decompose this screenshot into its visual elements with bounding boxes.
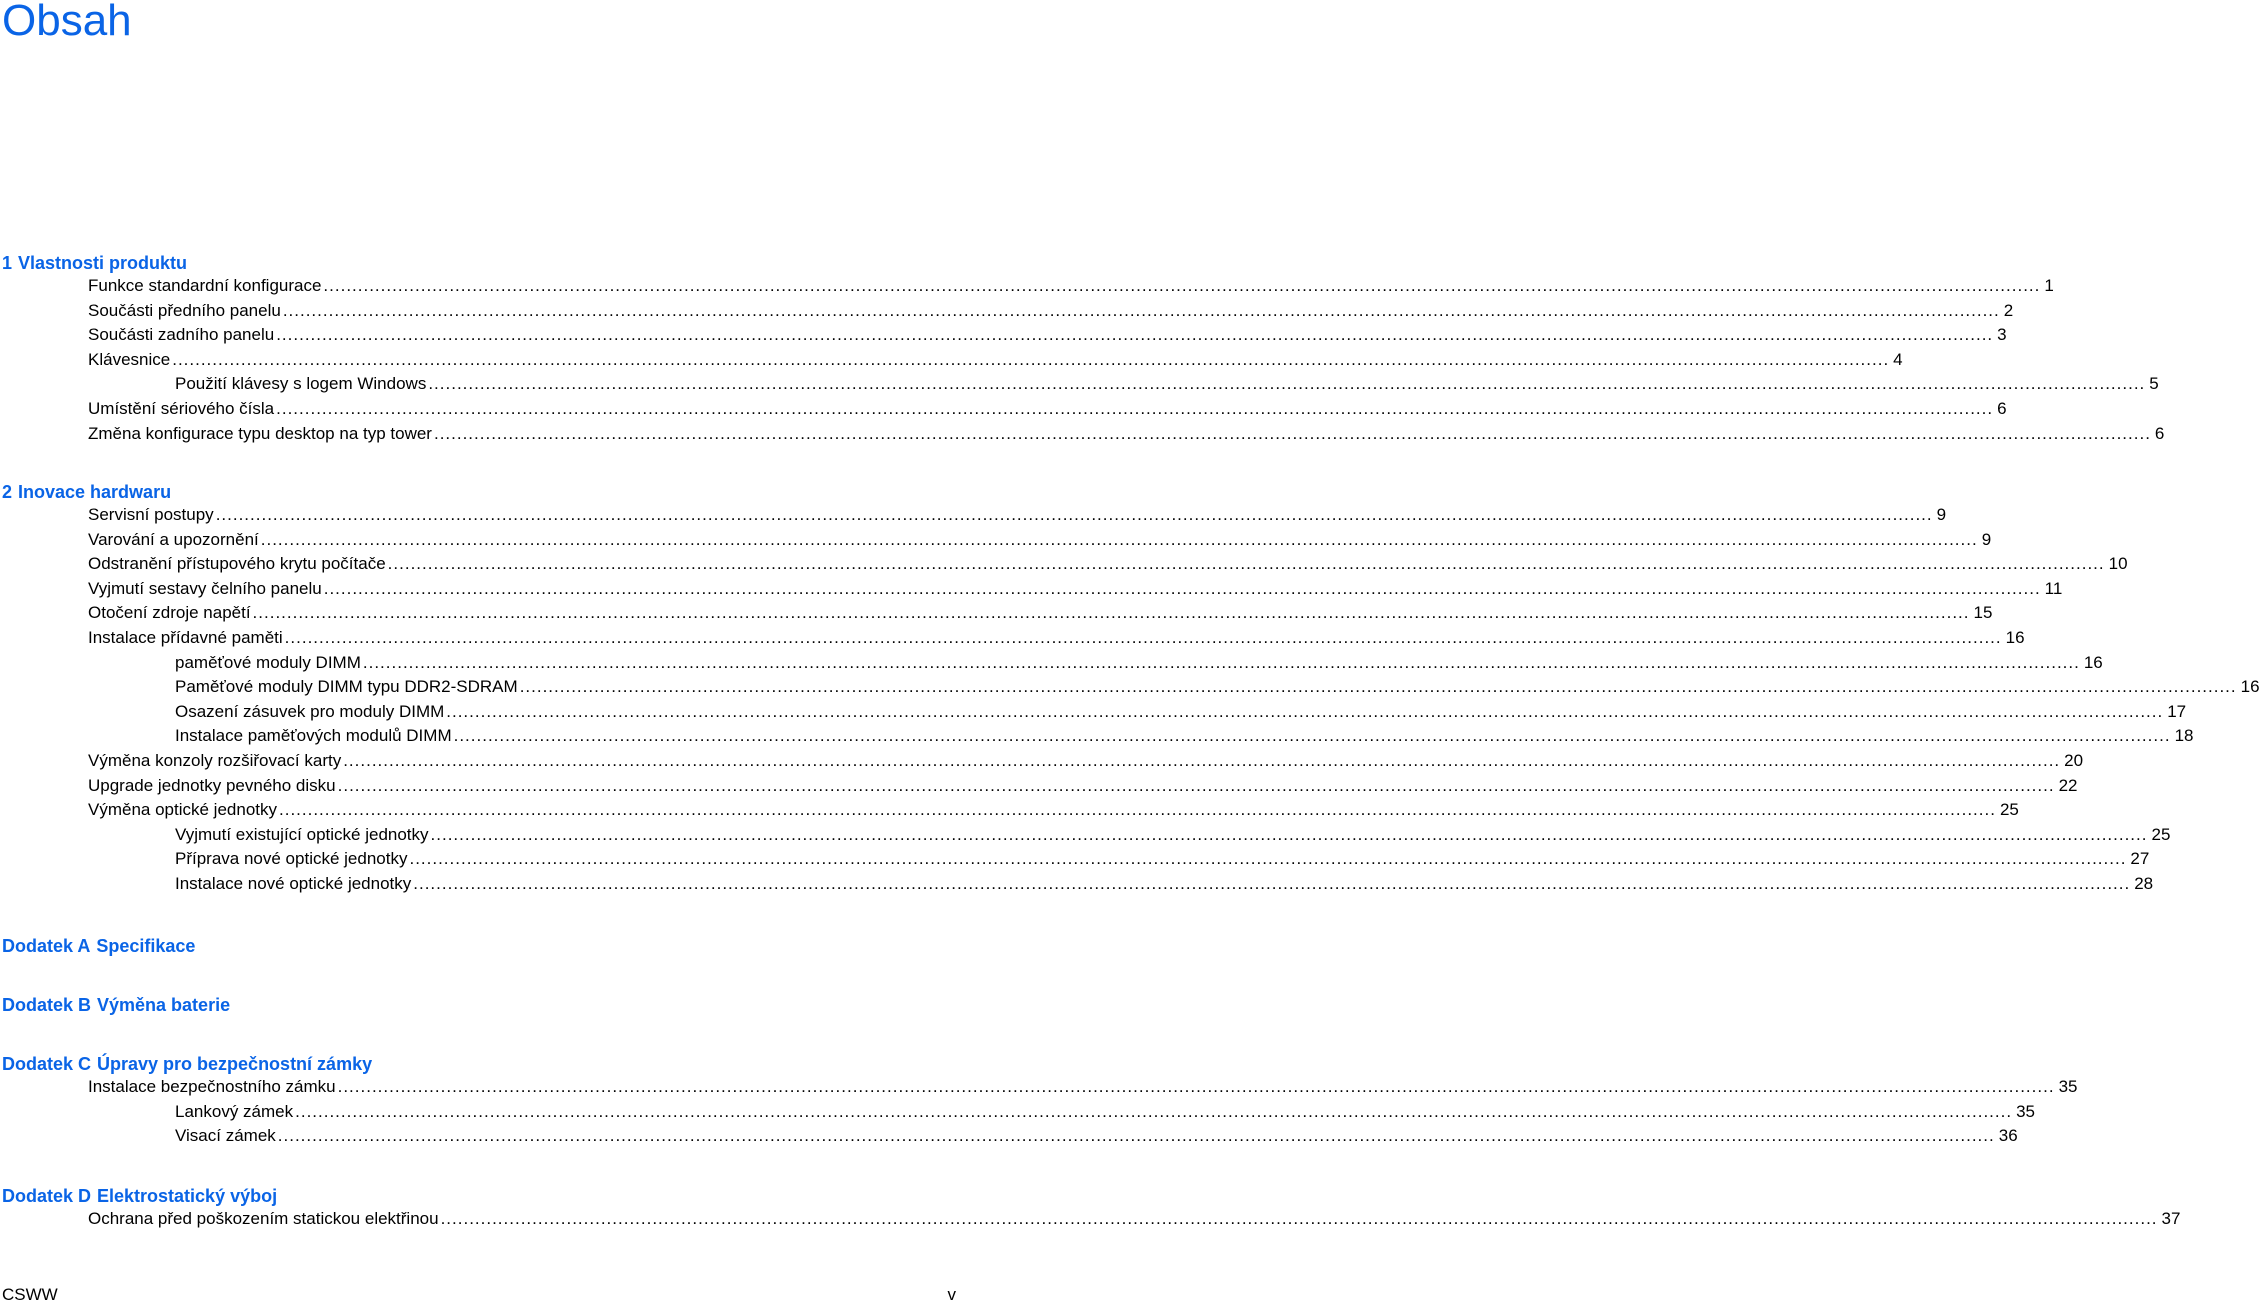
toc-entry-page-number: 9 [1936,505,1947,524]
toc-entry-label: Klávesnice [88,349,171,369]
section-title: Vlastnosti produktu [18,253,188,273]
toc-entry-label: Varování a upozornění [88,529,259,549]
section-number: Dodatek C [2,1054,92,1074]
dot-leader: ............................................................................................................................................................................................................................................................................................................ [409,849,2127,869]
toc-entry-label: Otočení zdroje napětí [88,603,251,623]
toc-entry[interactable] [88,1077,2078,1097]
toc-entry-page-number: 9 [1981,529,1992,549]
toc-entry-page-number: 36 [1998,1126,2018,1146]
toc-entry[interactable] [175,874,2154,894]
toc-entry-page-number: 25 [1999,800,2019,820]
toc-entry-label: Funkce standardní konfigurace [88,276,322,295]
toc-entry-page-number: 28 [2134,874,2154,893]
section-title: Úpravy pro bezpečnostní zámky [97,1054,373,1074]
toc-entry-page-number: 15 [1973,603,1993,623]
toc-entry-page-number: 2 [2003,300,2014,320]
toc-entry-label: Součásti předního panelu [88,300,281,320]
toc-entry[interactable] [88,349,1903,370]
dot-leader: ............................................................................................................................................................................................................................................................................................................ [343,751,2061,770]
toc-entry-label: Umístění sériového čísla [88,399,275,418]
section-number: 2 [2,482,13,502]
toc-entry-label: Lankový zámek [175,1101,294,1121]
footer-left: CSWW [2,1285,58,1304]
toc-entry[interactable] [175,1101,2035,1122]
toc-entry-label: Ochrana před poškozením statickou elektřinou [88,1209,439,1228]
toc-entry[interactable] [175,701,2187,722]
dot-leader: ............................................................................................................................................................................................................................................................................................................ [433,423,2151,443]
toc-entry-label: Odstranění přístupového krytu počítače [88,554,386,574]
dot-leader: ............................................................................................................................................................................................................................................................................................................ [362,652,2080,672]
toc-entry-page-number: 20 [2064,751,2084,770]
toc-entry-page-number: 18 [2174,726,2194,746]
toc-section-heading[interactable] [2,1054,372,1075]
toc-entry[interactable] [175,677,2260,697]
dot-leader: ............................................................................................................................................................................................................................................................................................................ [430,824,2148,844]
toc-entry-label: paměťové moduly DIMM [175,652,361,672]
dot-leader: ............................................................................................................................................................................................................................................................................................................ [519,677,2237,697]
toc-entry[interactable] [88,578,2063,599]
toc-entry[interactable] [88,1209,2181,1229]
dot-leader: ............................................................................................................................................................................................................................................................................................................ [295,1101,2013,1121]
toc-entry-label: Výměna optické jednotky [88,800,277,820]
toc-entry[interactable] [175,374,2159,394]
toc-entry[interactable] [175,849,2150,869]
toc-entry-page-number: 16 [2005,628,2025,647]
toc-entry-label: Vyjmutí sestavy čelního panelu [88,578,322,598]
toc-entry-page-number: 6 [2154,423,2165,443]
toc-entry[interactable] [88,325,2007,345]
dot-leader: ............................................................................................................................................................................................................................................................................................................ [277,1126,1995,1146]
toc-entry-label: Instalace bezpečnostního zámku [88,1077,336,1096]
toc-entry-label: Instalace přídavné paměti [88,628,283,647]
toc-section-heading[interactable] [2,1186,277,1207]
toc-entry[interactable] [88,775,2078,796]
toc-entry-page-number: 3 [1997,325,2007,345]
toc-entry-label: Příprava nové optické jednotky [175,849,408,869]
toc-entry-page-number: 11 [2044,578,2063,598]
toc-entry-page-number: 5 [2149,374,2159,394]
toc-entry-page-number: 37 [2161,1209,2181,1228]
section-number: Dodatek B [2,995,92,1015]
toc-entry[interactable] [88,628,2025,648]
toc-entry[interactable] [175,726,2194,746]
toc-entry-page-number: 1 [2044,276,2054,295]
toc-entry-label: Visací zámek [175,1126,276,1146]
toc-entry[interactable] [88,800,2019,820]
section-number: Dodatek D [2,1186,92,1206]
toc-entry-label: Vyjmutí existující optické jednotky [175,824,429,844]
dot-leader: ............................................................................................................................................................................................................................................................................................................ [252,603,1970,623]
toc-entry[interactable] [88,529,1992,550]
toc-entry-page-number: 27 [2130,849,2150,869]
toc-entry-label: Upgrade jednotky pevného disku [88,775,336,795]
toc-entry[interactable] [88,554,2128,574]
dot-leader: ............................................................................................................................................................................................................................................................................................................ [337,1077,2055,1096]
toc-entry-label: Výměna konzoly rozšiřovací karty [88,751,342,770]
toc-entry-page-number: 22 [2058,775,2078,795]
toc-entry-label: Paměťové moduly DIMM typu DDR2-SDRAM [175,677,518,697]
toc-entry-page-number: 4 [1893,349,1903,369]
section-title: Inovace hardwaru [18,482,172,502]
toc-entry[interactable] [175,652,2103,673]
dot-leader: ............................................................................................................................................................................................................................................................................................................ [276,325,1994,345]
toc-entry-label: Instalace nové optické jednotky [175,874,412,893]
toc-entry-label: Použití klávesy s logem Windows [175,374,427,394]
section-number: Dodatek A [2,936,91,956]
toc-entry[interactable] [88,505,1947,525]
dot-leader: ............................................................................................................................................................................................................................................................................................................ [387,554,2105,574]
dot-leader: ............................................................................................................................................................................................................................................................................................................ [282,300,2000,320]
dot-leader: ............................................................................................................................................................................................................................................................................................................ [337,775,2055,795]
toc-entry-page-number: 10 [2108,554,2128,574]
toc-entry-page-number: 6 [1997,399,2007,418]
toc-section-heading[interactable] [2,936,195,957]
section-title: Výměna baterie [97,995,231,1015]
toc-entry-page-number: 25 [2151,824,2171,844]
toc-entry[interactable] [88,423,2165,444]
section-title: Specifikace [96,936,196,956]
dot-leader: ............................................................................................................................................................................................................................................................................................................ [413,874,2131,893]
dot-leader: ............................................................................................................................................................................................................................................................................................................ [323,578,2041,598]
toc-entry-label: Servisní postupy [88,505,214,524]
toc-section-heading[interactable] [2,482,171,503]
toc-entry-label: Součásti zadního panelu [88,325,275,345]
toc-entry[interactable] [175,824,2171,845]
toc-entry-page-number: 35 [2016,1101,2035,1121]
dot-leader: ............................................................................................................................................................................................................................................................................................................ [323,276,2041,295]
dot-leader: ............................................................................................................................................................................................................................................................................................................ [453,726,2171,746]
dot-leader: ............................................................................................................................................................................................................................................................................................................ [428,374,2146,394]
toc-entry-page-number: 17 [2167,701,2187,721]
toc-entry[interactable] [88,399,2007,419]
toc-entry-page-number: 16 [2083,652,2103,672]
toc-entry-label: Osazení zásuvek pro moduly DIMM [175,701,445,721]
toc-entry[interactable] [88,751,2084,771]
dot-leader: ............................................................................................................................................................................................................................................................................................................ [172,349,1890,369]
dot-leader: ............................................................................................................................................................................................................................................................................................................ [440,1209,2158,1228]
toc-entry[interactable] [88,603,1993,623]
dot-leader: ............................................................................................................................................................................................................................................................................................................ [279,800,1996,820]
section-title: Elektrostatický výboj [97,1186,278,1206]
footer-page-number: v [947,1285,956,1304]
toc-entry[interactable] [88,276,2054,296]
toc-section-heading[interactable] [2,995,230,1016]
toc-entry-page-number: 35 [2058,1077,2078,1096]
toc-section-heading[interactable] [2,253,187,274]
toc-entry[interactable] [175,1126,2018,1146]
toc-entry-label: Instalace paměťových modulů DIMM [175,726,452,746]
toc-entry[interactable] [88,300,2014,321]
dot-leader: ............................................................................................................................................................................................................................................................................................................ [260,529,1978,549]
page-title: Obsah [2,0,132,45]
dot-leader: ............................................................................................................................................................................................................................................................................................................ [276,399,1994,418]
section-number: 1 [2,253,13,273]
dot-leader: ............................................................................................................................................................................................................................................................................................................ [446,701,2164,721]
dot-leader: ............................................................................................................................................................................................................................................................................................................ [215,505,1933,524]
toc-entry-page-number: 16 [2240,677,2260,697]
toc-entry-label: Změna konfigurace typu desktop na typ tower [88,423,432,443]
dot-leader: ............................................................................................................................................................................................................................................................................................................ [284,628,2002,647]
